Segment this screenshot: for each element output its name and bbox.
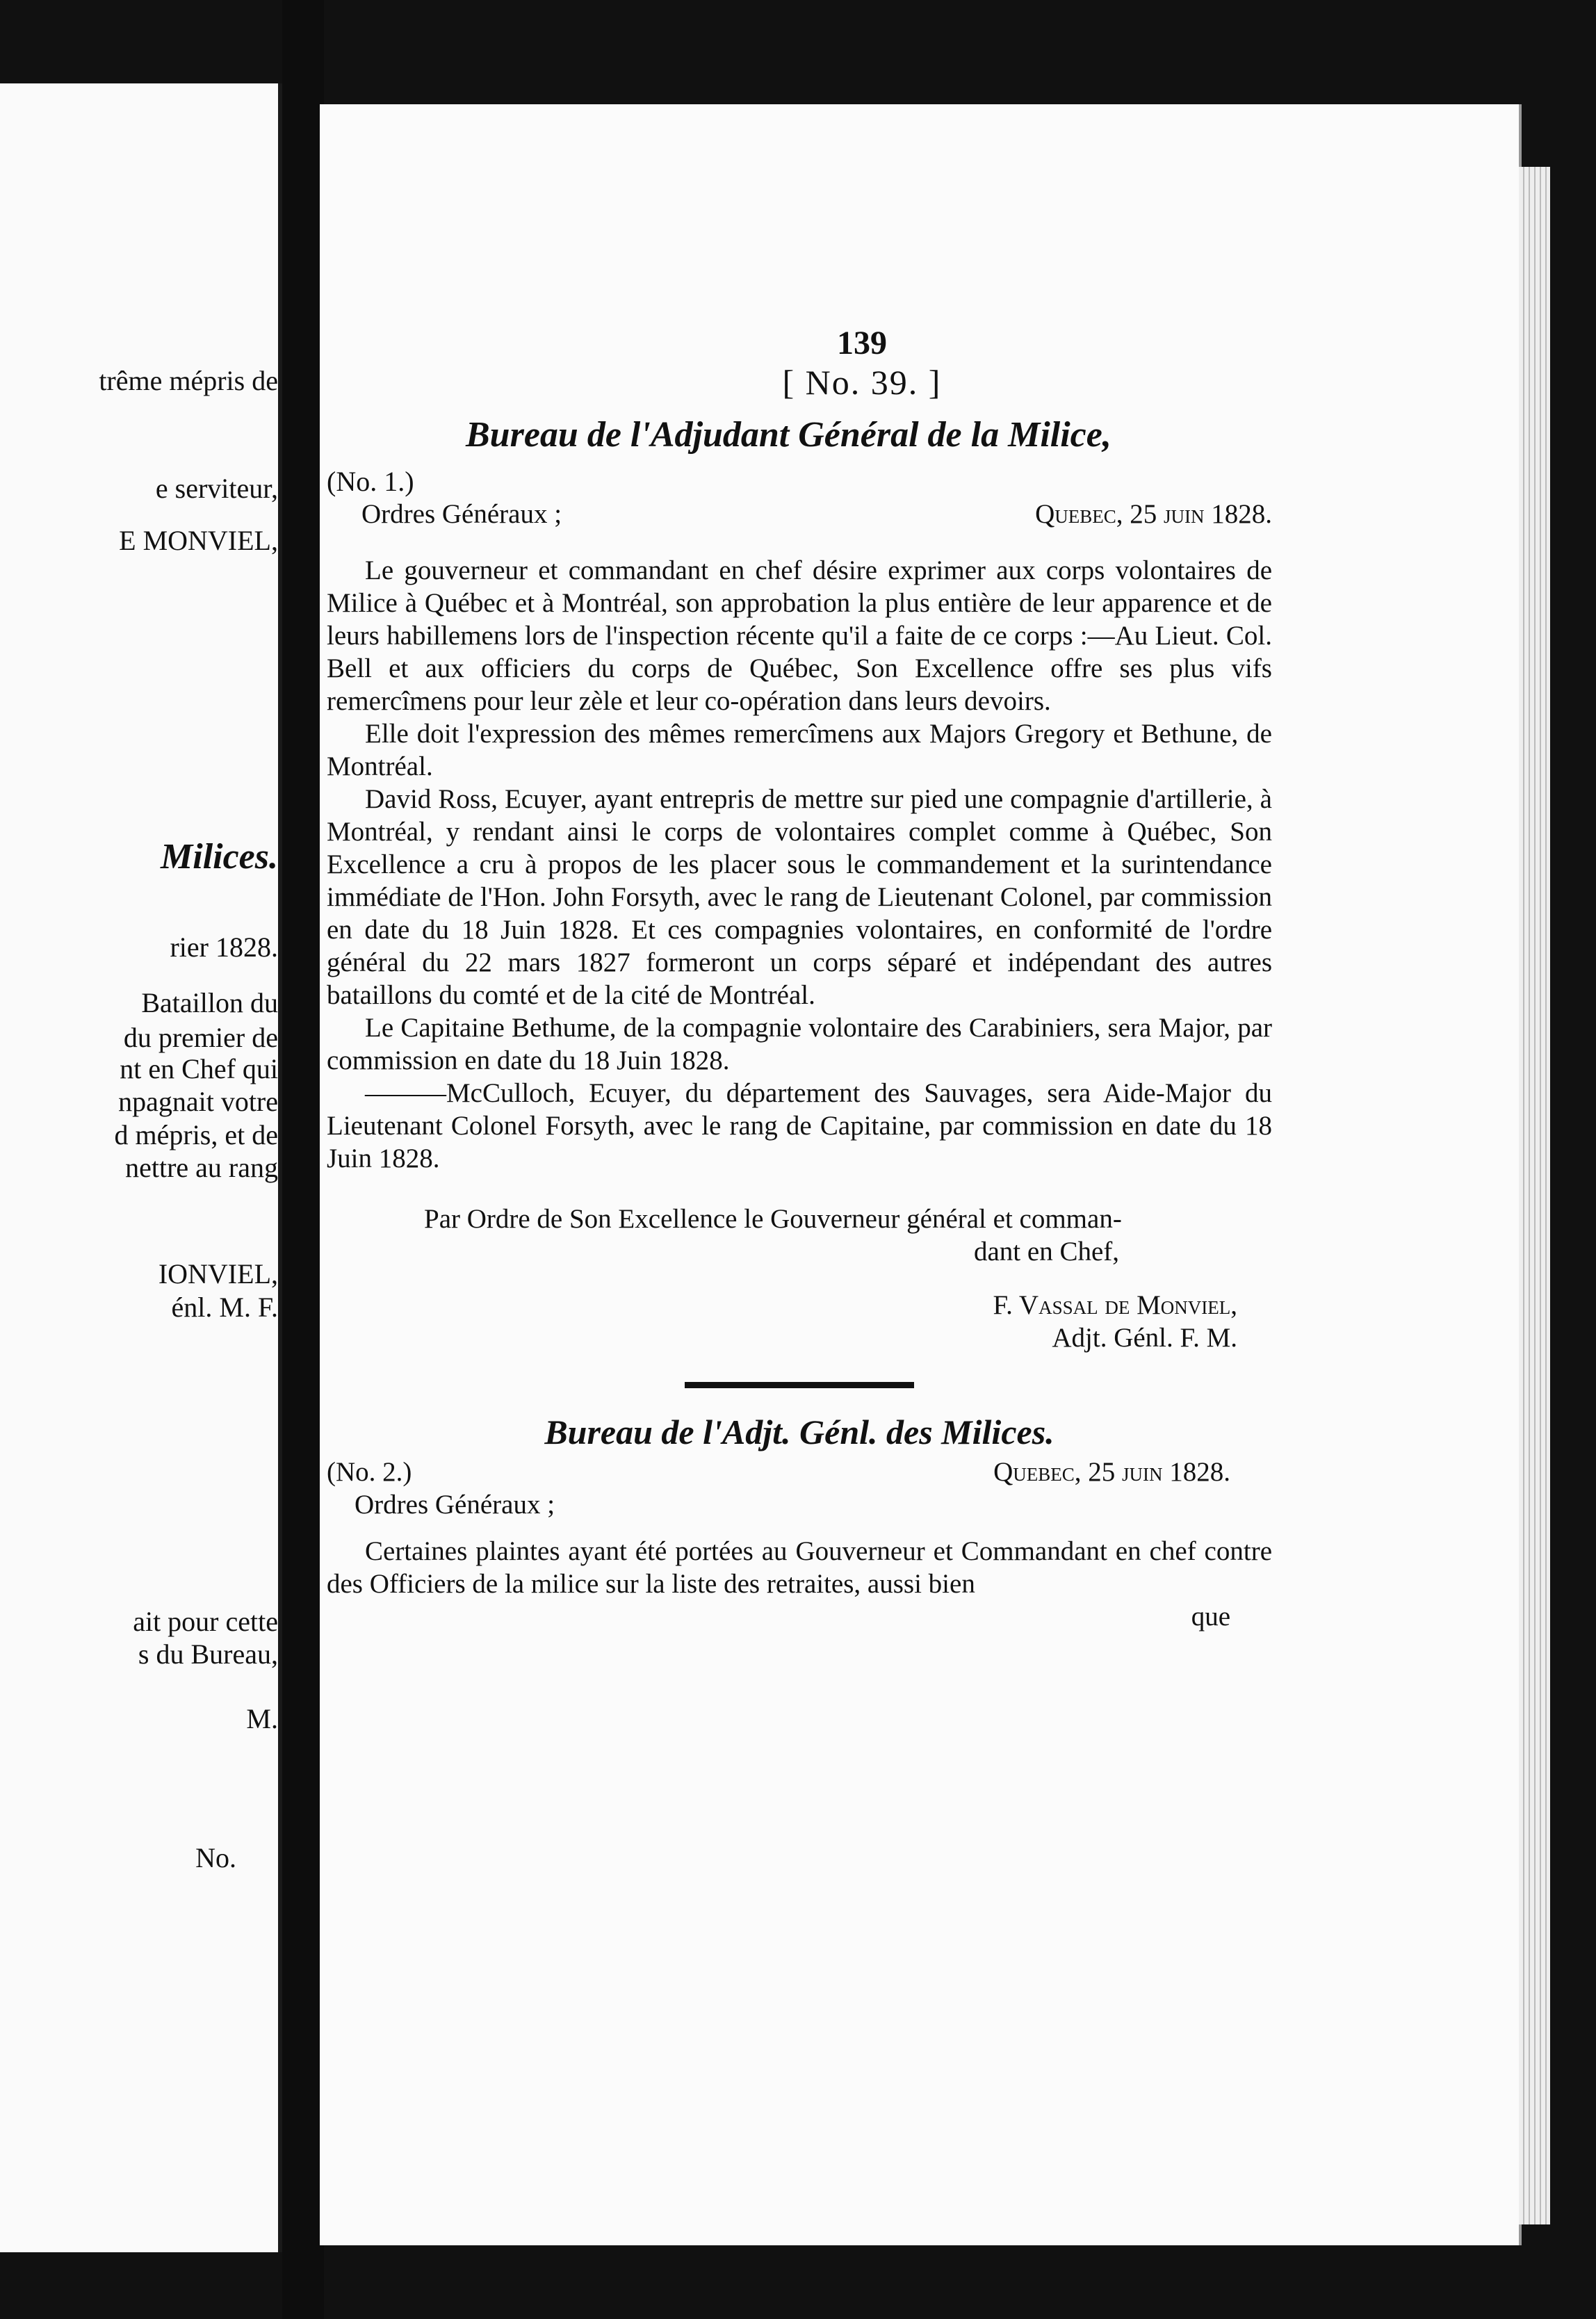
order2-paragraph: Certaines plaintes ayant été portées au Gouverneur et Commandant en chef contre des Officiers de la milice sur la liste des retraites, aussi bien bbox=[327, 1536, 1272, 1599]
section-heading-2: Bureau de l'Adjt. Génl. des Milices. bbox=[544, 1413, 1054, 1451]
order2-type: Ordres Généraux ; bbox=[355, 1490, 555, 1520]
left-text-fragment: trême mépris de bbox=[99, 365, 278, 396]
page-content bbox=[327, 327, 1272, 1633]
signature bbox=[327, 1289, 1272, 1354]
catchword: que bbox=[1191, 1602, 1230, 1632]
left-text-fragment: nt en Chef qui bbox=[120, 1053, 278, 1084]
left-text-fragment: npagnait votre bbox=[118, 1086, 278, 1117]
order2-number: (No. 2.) bbox=[327, 1457, 412, 1487]
order-number: (No. 1.) bbox=[327, 466, 414, 497]
left-text-fragment: M. bbox=[246, 1703, 278, 1734]
signature-title: Adjt. Génl. F. M. bbox=[1052, 1323, 1237, 1353]
left-text-fragment: IONVIEL, bbox=[158, 1258, 278, 1289]
signoff bbox=[327, 1203, 1272, 1268]
left-text-fragment: d mépris, et de bbox=[114, 1119, 278, 1150]
order-paragraph: ———McCulloch, Ecuyer, du département des Sauvages, sera Aide-Major du Lieutenant Colonel Forsyth, avec le rang de Capitaine, par commission en date du 18 Juin 1828. bbox=[327, 1078, 1272, 1173]
left-text-fragment: s du Bureau, bbox=[138, 1638, 278, 1670]
document-number: [ No. 39. ] bbox=[782, 363, 942, 402]
order-date: Quebec, 25 juin 1828. bbox=[1035, 499, 1272, 529]
order-type: Ordres Généraux ; bbox=[361, 499, 562, 529]
left-text-fragment: e serviteur, bbox=[155, 473, 278, 504]
left-text-fragment: Bataillon du bbox=[141, 987, 278, 1018]
signoff-line: dant en Chef, bbox=[973, 1237, 1119, 1267]
order-body bbox=[327, 554, 1272, 1175]
order-paragraph: Elle doit l'expression des mêmes remercîmens aux Majors Gregory et Bethune, de Montréal. bbox=[327, 719, 1272, 781]
left-text-fragment: E MONVIEL, bbox=[119, 525, 278, 556]
left-text-fragment: No. bbox=[195, 1842, 236, 1873]
left-text-fragment: ait pour cette bbox=[133, 1606, 278, 1637]
left-text-fragment: énl. M. F. bbox=[171, 1292, 278, 1323]
order-header bbox=[327, 498, 1272, 530]
signoff-line: Par Ordre de Son Excellence le Gouverneur général et comman- bbox=[424, 1204, 1122, 1234]
page-number: 139 bbox=[837, 325, 887, 361]
book-gutter bbox=[282, 0, 324, 2319]
signature-name: F. Vassal de Monviel, bbox=[993, 1290, 1237, 1320]
order-paragraph: Le gouverneur et commandant en chef désire exprimer aux corps volontaires de Milice à Québec et à Montréal, son approbation la plus entière de leur apparence et de leurs habillemens lors de l'inspection récente qu'il a faite de ce corps :—Au Lieut. Col. Bell et aux officiers du corps de Québec, Son Excellence offre ses plus vifs remercîmens pour leur zèle et leur co-opération dans leurs devoirs. bbox=[327, 555, 1272, 716]
section-heading: Bureau de l'Adjudant Général de la Milice, bbox=[466, 415, 1112, 455]
order-paragraph: David Ross, Ecuyer, ayant entrepris de mettre sur pied une compagnie d'artillerie, à Montréal, y rendant ainsi le corps de volontaires complet comme à Québec, Son Excellence a cru à propos de les placer sous le commandement et la surintendance immédiate de l'Hon. John Forsyth, avec le rang de Lieutenant Colonel, par commission en date du 18 Juin 1828. Et ces compagnies volontaires, en conformité de l'ordre général du 22 mars 1827 formeront un corps séparé et indépendant des autres bataillons du comté et de la cité de Montréal. bbox=[327, 784, 1272, 1010]
order2-date: Quebec, 25 juin 1828. bbox=[993, 1457, 1230, 1487]
order2-body bbox=[327, 1535, 1272, 1633]
left-text-fragment: Milices. bbox=[161, 837, 278, 877]
left-page bbox=[0, 83, 282, 2252]
order-paragraph: Le Capitaine Bethume, de la compagnie volontaire des Carabiniers, sera Major, par commission en date du 18 Juin 1828. bbox=[327, 1013, 1272, 1075]
page-edge bbox=[1519, 167, 1550, 2224]
left-text-fragment: du premier de bbox=[123, 1022, 278, 1053]
left-text-fragment: nettre au rang bbox=[125, 1152, 278, 1183]
order2-header bbox=[327, 1456, 1272, 1488]
divider-rule bbox=[685, 1382, 914, 1388]
left-text-fragment: rier 1828. bbox=[170, 931, 278, 963]
